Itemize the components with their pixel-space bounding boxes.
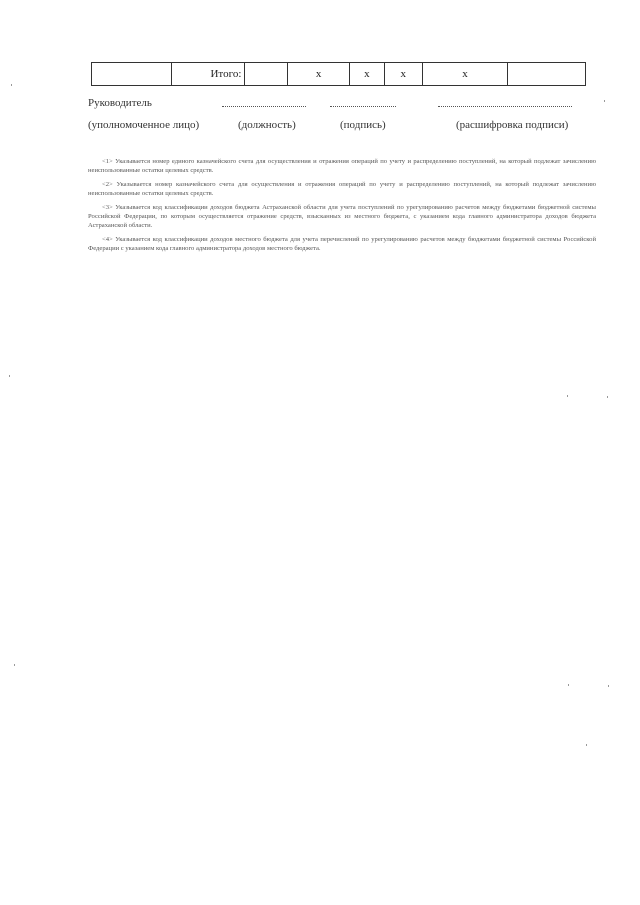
table-cell-empty xyxy=(92,63,172,85)
position-line xyxy=(222,106,306,107)
position-caption: (должность) xyxy=(238,119,296,131)
footnote: <1> Указывается номер единого казначейского счета для осуществления и отражения операций по учету и распределению поступлений, на который подлежат зачислению неиспользованные остатки целевых средств. xyxy=(88,158,596,174)
scan-speck xyxy=(608,685,609,687)
scan-speck xyxy=(586,744,587,746)
scan-speck xyxy=(604,100,605,102)
scan-speck xyxy=(568,684,569,686)
scan-speck xyxy=(11,84,12,86)
authorized-person-caption: (уполномоченное лицо) xyxy=(88,119,200,131)
scan-speck xyxy=(9,375,10,377)
table-cell xyxy=(508,63,585,85)
signature-line xyxy=(330,106,396,107)
table-cell: x xyxy=(423,63,509,85)
signature-title: Руководитель xyxy=(88,97,152,109)
table-cell: x xyxy=(350,63,385,85)
signature-caption: (подпись) xyxy=(340,119,386,131)
decoding-line xyxy=(438,106,572,107)
footnote: <3> Указывается код классификации доходов бюджета Астраханской области для учета поступлений по урегулированию расчетов между бюджетами бюджетной системы Российской Федерации, по которым осуществляется отражение средств, взысканных из местного бюджета, с указанием кода главного администратора доходов бюджета Астраханской области. xyxy=(88,204,596,229)
footnote: <2> Указывается номер казначейского счета для осуществления и отражения операций по учету и распределению поступлений, на который подлежат зачислению неиспользованные остатки целевых средств. xyxy=(88,181,596,197)
footnote: <4> Указывается код классификации доходов местного бюджета для учета перечислений по урегулированию расчетов между бюджетами бюджетной системы Российской Федерации с указанием кода главного администратора доходов местного бюджета. xyxy=(88,236,596,252)
totals-row xyxy=(91,62,586,86)
scan-speck xyxy=(567,395,568,397)
scan-speck xyxy=(14,664,15,666)
decoding-caption: (расшифровка подписи) xyxy=(456,119,569,131)
footnotes xyxy=(88,157,596,258)
table-cell: x xyxy=(385,63,423,85)
table-cell xyxy=(245,63,288,85)
total-label: Итого: xyxy=(172,63,246,85)
scan-speck xyxy=(607,396,608,398)
table-cell: x xyxy=(288,63,350,85)
